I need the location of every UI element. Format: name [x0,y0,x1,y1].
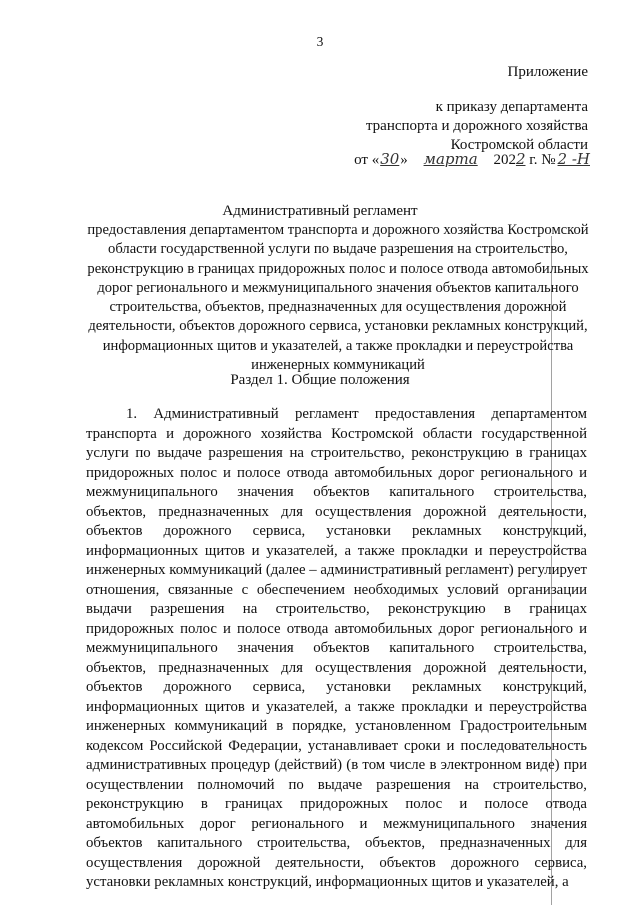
year-prefix: 202 [493,152,516,168]
date-mid: » [400,152,408,168]
section-heading: Раздел 1. Общие положения [230,372,410,388]
order-line: транспорта и дорожного хозяйства [365,118,588,134]
handwritten-year-digit: 2 [515,150,526,168]
date-prefix: от « [354,152,380,168]
order-line: к приказу департамента [435,99,588,115]
order-line: Костромской области [450,137,588,153]
body-paragraph: 1. Административный регламент предоставления департаментом транспорта и дорожного хозяйства Костромской области государственной услуги по выдаче разрешения на строительство, реконструкцию в границах придорожных полос и полосе отвода автомобильных дорог регионального и межмуниципального значения объектов капитального строительства, объектов, предназначенных для осуществления дорожной деятельности, объектов дорожного сервиса, установки рекламных конструкций, информационных щитов и указателей, а также прокладки и переустройства инженерных коммуникаций (далее – административный регламент) регулирует отношения, связанные с обеспечением необходимых условий организации выдачи разрешения на строительство, реконструкцию в границах придорожных полос и полосе отвода автомобильных дорог регионального и межмуниципального значения объектов капитального строительства, объектов, предназначенных для осуществления дорожной деятельности, объектов дорожного сервиса, установки рекламных конструкций, информационных щитов и указателей, а также прокладки и переустройства инженерных коммуникаций в порядке, установленном Градостроительным кодексом Российской Федерации, устанавливает сроки и последовательность административных процедур (действий) (в том числе в электронном виде) при осуществлении полномочий по выдаче разрешения на строительство, реконструкцию в границах придорожных полос и полосе отвода автомобильных дорог регионального и межмуниципального значения объектов капитального строительства, объектов, предназначенных для осуществления дорожной деятельности, объектов дорожного сервиса, установки рекламных конструкций, информационных щитов и указателей, а [86,406,587,890]
handwritten-order-number: 2 -Н [557,150,590,168]
order-reference [366,98,588,155]
number-prefix: г. № [525,152,556,168]
page-number: 3 [316,34,324,49]
regulation-subtitle: предоставления департаментом транспорта и дорожного хозяйства Костромской области государственной услуги по выдаче разрешения на строительство, реконструкцию в границах придорожных полос и полосе отвода автомобильных дорог регионального и межмуниципального значения объектов капитального строительства, объектов, предназначенных для осуществления дорожной деятельности, объектов дорожного сервиса, установки рекламных конструкций, информационных щитов и указателей, а также прокладки и переустройства инженерных коммуникаций [87,222,589,374]
appendix-label: Приложение [507,64,588,80]
regulation-title: Административный регламент [222,203,418,219]
order-date-line [354,150,590,169]
handwritten-day: 30 [380,150,400,168]
handwritten-month: марта [423,150,478,168]
